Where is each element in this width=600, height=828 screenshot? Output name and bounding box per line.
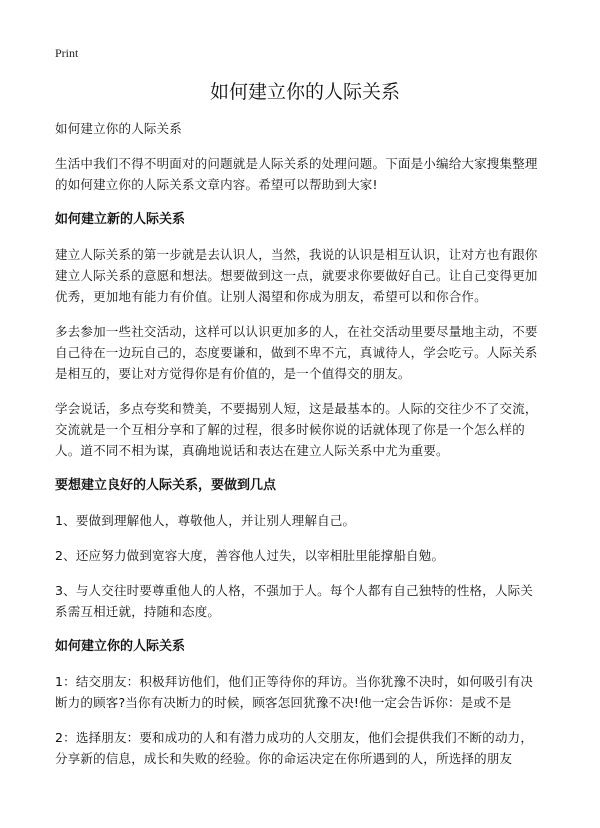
list-item: 1、要做到理解他人，尊敬他人，并让别人理解自己。 <box>55 513 356 528</box>
paragraph: 建立人际关系的第一步就是去认识人，当然，我说的认识是相互认识，让对方也有跟你建立人际关系的意愿和想法。想要做到这一点，就要求你要做好自己。让自己变得更加优秀，更加地有能力有价值。让别人渴望和你成为朋友，希望可以和你合作。 <box>55 247 538 304</box>
print-link[interactable]: Print <box>55 46 79 60</box>
article-subtitle: 如何建立你的人际关系 <box>55 121 183 136</box>
page-title: 如何建立你的人际关系 <box>209 81 400 103</box>
list-item: 2、还应努力做到宽容大度，善容他人过失，以宰相肚里能撑船自勉。 <box>55 548 445 563</box>
section-heading-build-relationships: 如何建立你的人际关系 <box>55 639 186 654</box>
section-heading-good-relationships: 要想建立良好的人际关系，要做到几点 <box>55 478 277 493</box>
paragraph: 学会说话，多点夸奖和赞美，不要揭别人短，这是最基本的。人际的交往少不了交流，交流就是一个互相分享和了解的过程，很多时候你说的话就体现了你是一个怎么样的人。道不同不相为谋，真确地说话和表达在建立人际关系中尤为重要。 <box>55 401 538 458</box>
list-item: 3、与人交往时要尊重他人的人格，不强加于人。每个人都有自己独特的性格，人际关系需互相迁就，持随和态度。 <box>55 583 534 619</box>
list-item: 1：结交朋友：积极拜访他们，他们正等待你的拜访。当你犹豫不决时，如何吸引有决断力的顾客?当你有决断力的时候，顾客怎回犹豫不决!他一定会告诉你：是或不是 <box>55 674 534 710</box>
list-item: 2：选择朋友：要和成功的人和有潜力成功的人交朋友，他们会提供我们不断的动力，分享新的信息，成长和失败的经验。你的命运决定在你所遇到的人，所选择的朋友 <box>55 730 534 766</box>
paragraph: 多去参加一些社交活动，这样可以认识更加多的人，在社交活动里要尽量地主动，不要自己待在一边玩自己的，态度要谦和，做到不卑不亢，真诚待人，学会吃亏。人际关系是相互的，要让对方觉得你是有价值的，是一个值得交的朋友。 <box>55 324 538 381</box>
intro-paragraph: 生活中我们不得不明面对的问题就是人际关系的处理问题。下面是小编给大家搜集整理的如何建立你的人际关系文章内容。希望可以帮助到大家! <box>55 156 538 192</box>
section-heading-new-relationships: 如何建立新的人际关系 <box>55 212 186 227</box>
article-body <box>55 118 545 783</box>
